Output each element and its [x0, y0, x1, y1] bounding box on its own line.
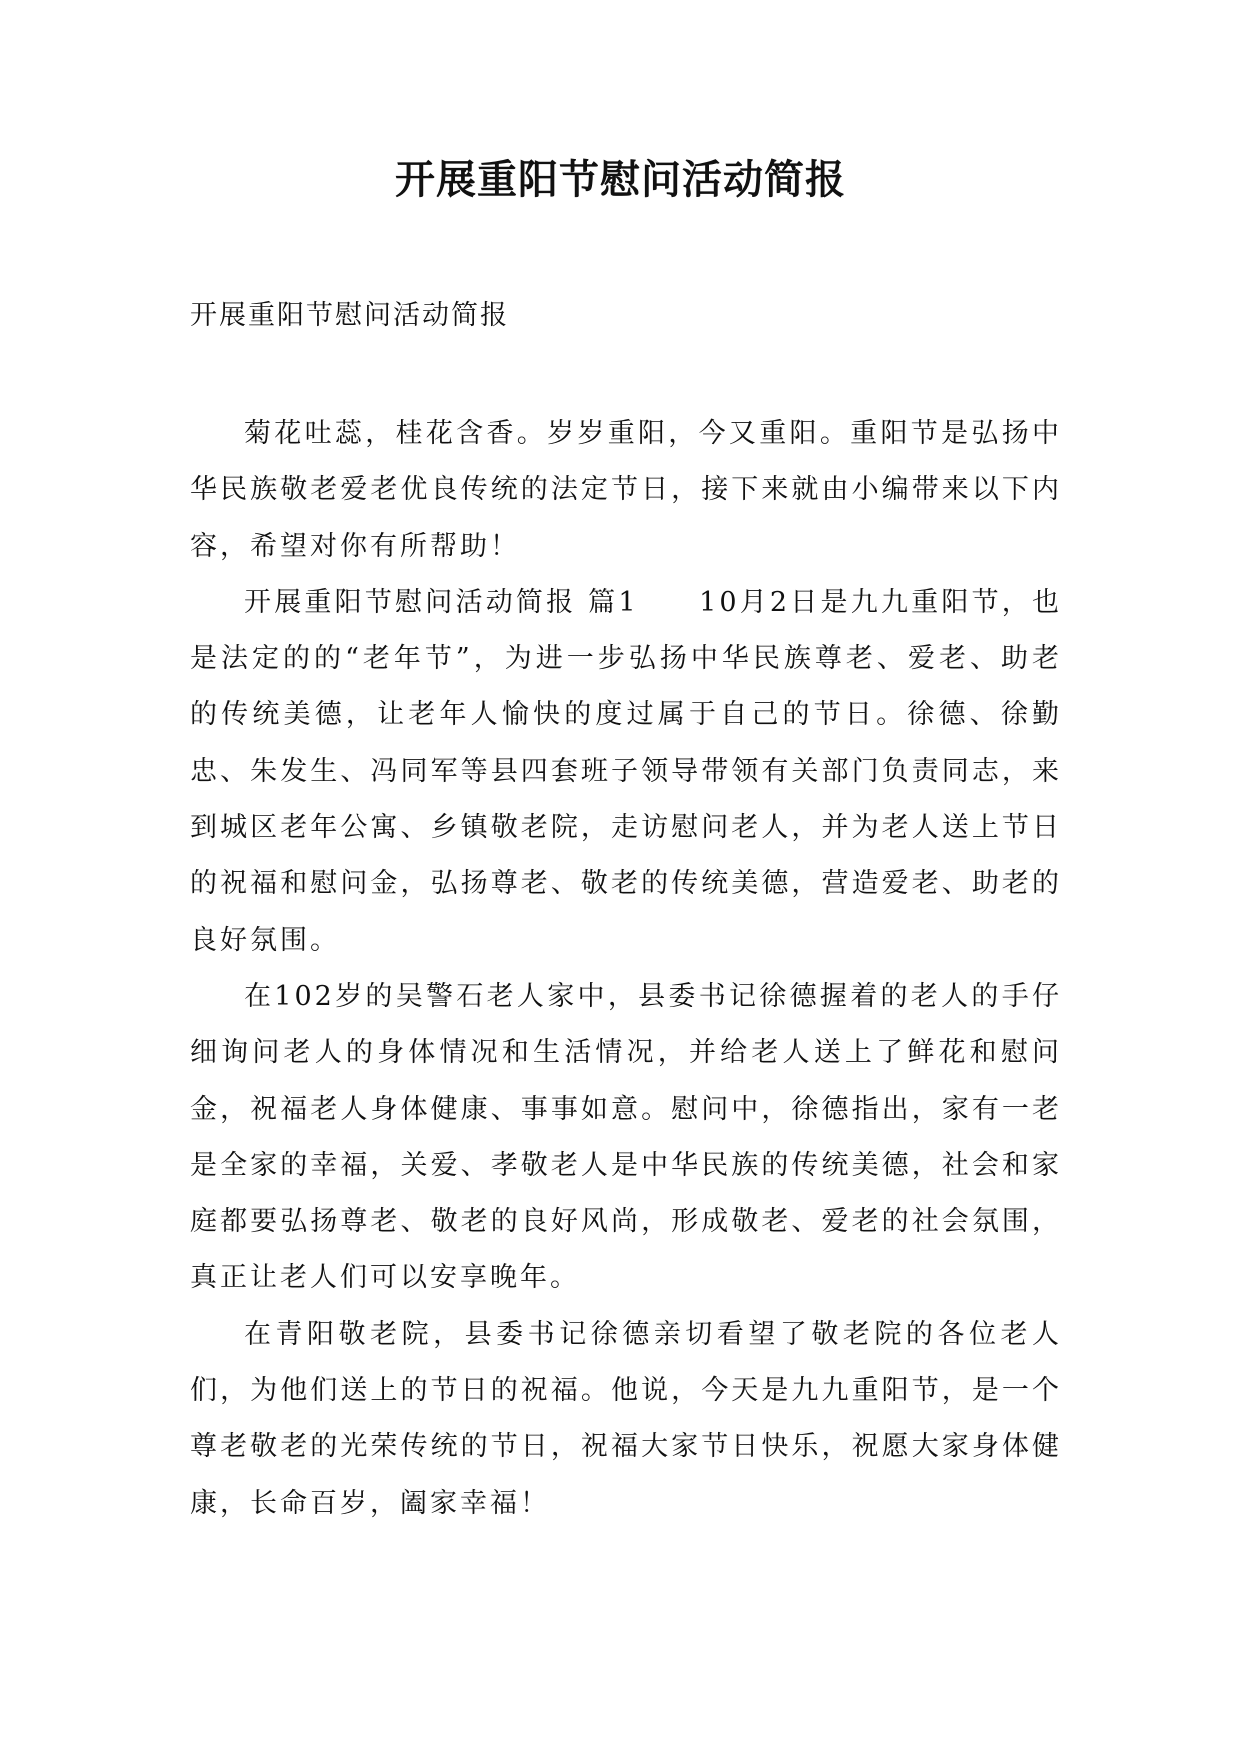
- document-subtitle: 开展重阳节慰问活动简报: [190, 300, 509, 331]
- paragraph-visit-elder: 在102岁的吴警石老人家中，县委书记徐德握着的老人的手仔细询问老人的身体情况和生活情况，并给老人送上了鲜花和慰问金，祝福老人身体健康、事事如意。慰问中，徐德指出，家有一老是全家的幸福，关爱、孝敬老人是中华民族的传统美德，社会和家庭都要弘扬尊老、敬老的良好风尚，形成敬老、爱老的社会氛围，真正让老人们可以安享晚年。: [190, 980, 1062, 1294]
- paragraph-intro: 菊花吐蕊，桂花含香。岁岁重阳，今又重阳。重阳节是弘扬中华民族敬老爱老优良传统的法定节日，接下来就由小编带来以下内容，希望对你有所帮助！: [190, 418, 1062, 562]
- document-body: [190, 406, 1062, 1532]
- paragraph-section-1: 开展重阳节慰问活动简报 篇1 10月2日是九九重阳节，也是法定的的“老年节”，为进一步弘扬中华民族尊老、爱老、助老的传统美德，让老年人愉快的度过属于自己的节日。徐德、徐勤忠、朱发生、冯同军等县四套班子领导带领有关部门负责同志，来到城区老年公寓、乡镇敬老院，走访慰问老人，并为老人送上节日的祝福和慰问金，弘扬尊老、敬老的传统美德，营造爱老、助老的良好氛围。: [190, 586, 1062, 956]
- paragraph-nursing-home: 在青阳敬老院，县委书记徐德亲切看望了敬老院的各位老人们，为他们送上的节日的祝福。他说，今天是九九重阳节，是一个尊老敬老的光荣传统的节日，祝福大家节日快乐，祝愿大家身体健康，长命百岁，阖家幸福！: [190, 1318, 1062, 1519]
- document-title: 开展重阳节慰问活动简报: [395, 156, 846, 203]
